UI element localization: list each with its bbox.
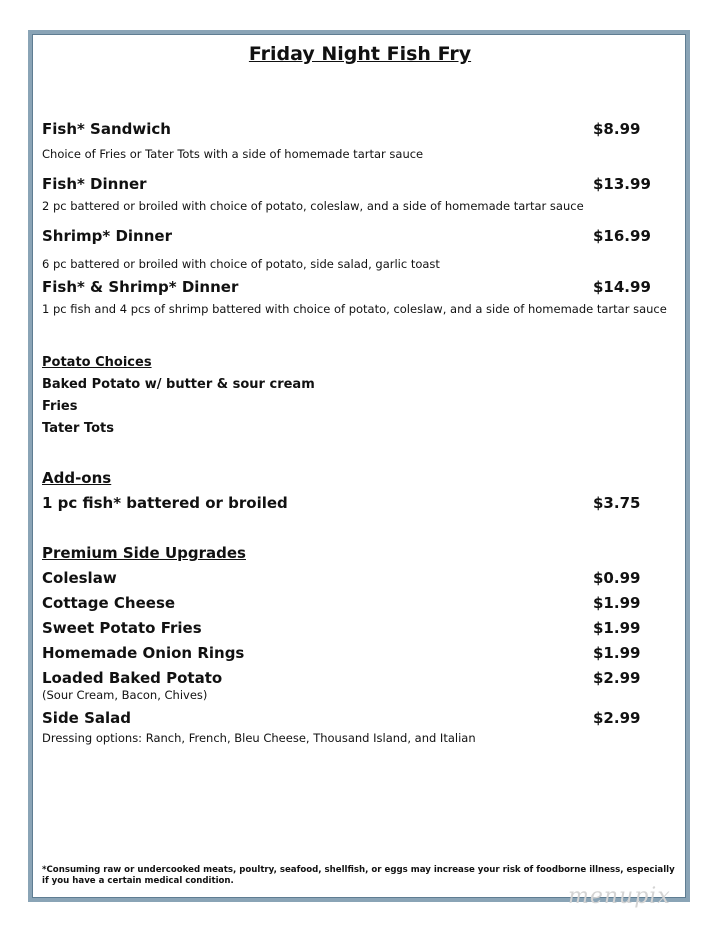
food-safety-footnote: *Consuming raw or undercooked meats, poultry, seafood, shellfish, or eggs may increase your risk of foodborne illness, especially if you have a certain medical condition.: [42, 865, 675, 886]
side-name: Sweet Potato Fries: [42, 619, 202, 637]
potato-option: Fries: [42, 399, 78, 414]
side-price: $1.99: [593, 644, 641, 662]
side-note: (Sour Cream, Bacon, Chives): [42, 688, 208, 702]
addon-name: 1 pc fish* battered or broiled: [42, 494, 288, 512]
item-name: Fish* Dinner: [42, 175, 147, 193]
side-name: Cottage Cheese: [42, 594, 176, 612]
side-price: $2.99: [593, 709, 641, 727]
side-price: $2.99: [593, 669, 641, 687]
item-name: Fish* Sandwich: [42, 120, 171, 138]
item-description: Choice of Fries or Tater Tots with a side of homemade tartar sauce: [42, 147, 424, 161]
item-price: $8.99: [593, 120, 641, 138]
item-name: Fish* & Shrimp* Dinner: [42, 278, 239, 296]
menu-title: Friday Night Fish Fry: [248, 43, 472, 65]
side-upgrades-heading: Premium Side Upgrades: [42, 544, 246, 562]
addon-price: $3.75: [593, 494, 641, 512]
watermark-logo: menupix: [568, 884, 671, 909]
potato-option: Baked Potato w/ butter & sour cream: [42, 377, 315, 392]
addons-heading: Add-ons: [42, 469, 112, 487]
side-name: Homemade Onion Rings: [42, 644, 245, 662]
potato-option: Tater Tots: [42, 421, 114, 436]
item-description: 1 pc fish and 4 pcs of shrimp battered with choice of potato, coleslaw, and a side of homemade tartar sauce: [42, 302, 667, 316]
item-price: $16.99: [593, 227, 651, 245]
item-name: Shrimp* Dinner: [42, 227, 172, 245]
item-description: 2 pc battered or broiled with choice of potato, coleslaw, and a side of homemade tartar sauce: [42, 199, 584, 213]
item-description: 6 pc battered or broiled with choice of potato, side salad, garlic toast: [42, 257, 440, 271]
side-name: Coleslaw: [42, 569, 117, 587]
potato-choices-heading: Potato Choices: [42, 355, 152, 370]
item-price: $14.99: [593, 278, 651, 296]
side-price: $0.99: [593, 569, 641, 587]
side-name: Side Salad: [42, 709, 132, 727]
side-note: Dressing options: Ranch, French, Bleu Cheese, Thousand Island, and Italian: [42, 731, 476, 745]
side-name: Loaded Baked Potato: [42, 669, 223, 687]
item-price: $13.99: [593, 175, 651, 193]
side-price: $1.99: [593, 594, 641, 612]
side-price: $1.99: [593, 619, 641, 637]
